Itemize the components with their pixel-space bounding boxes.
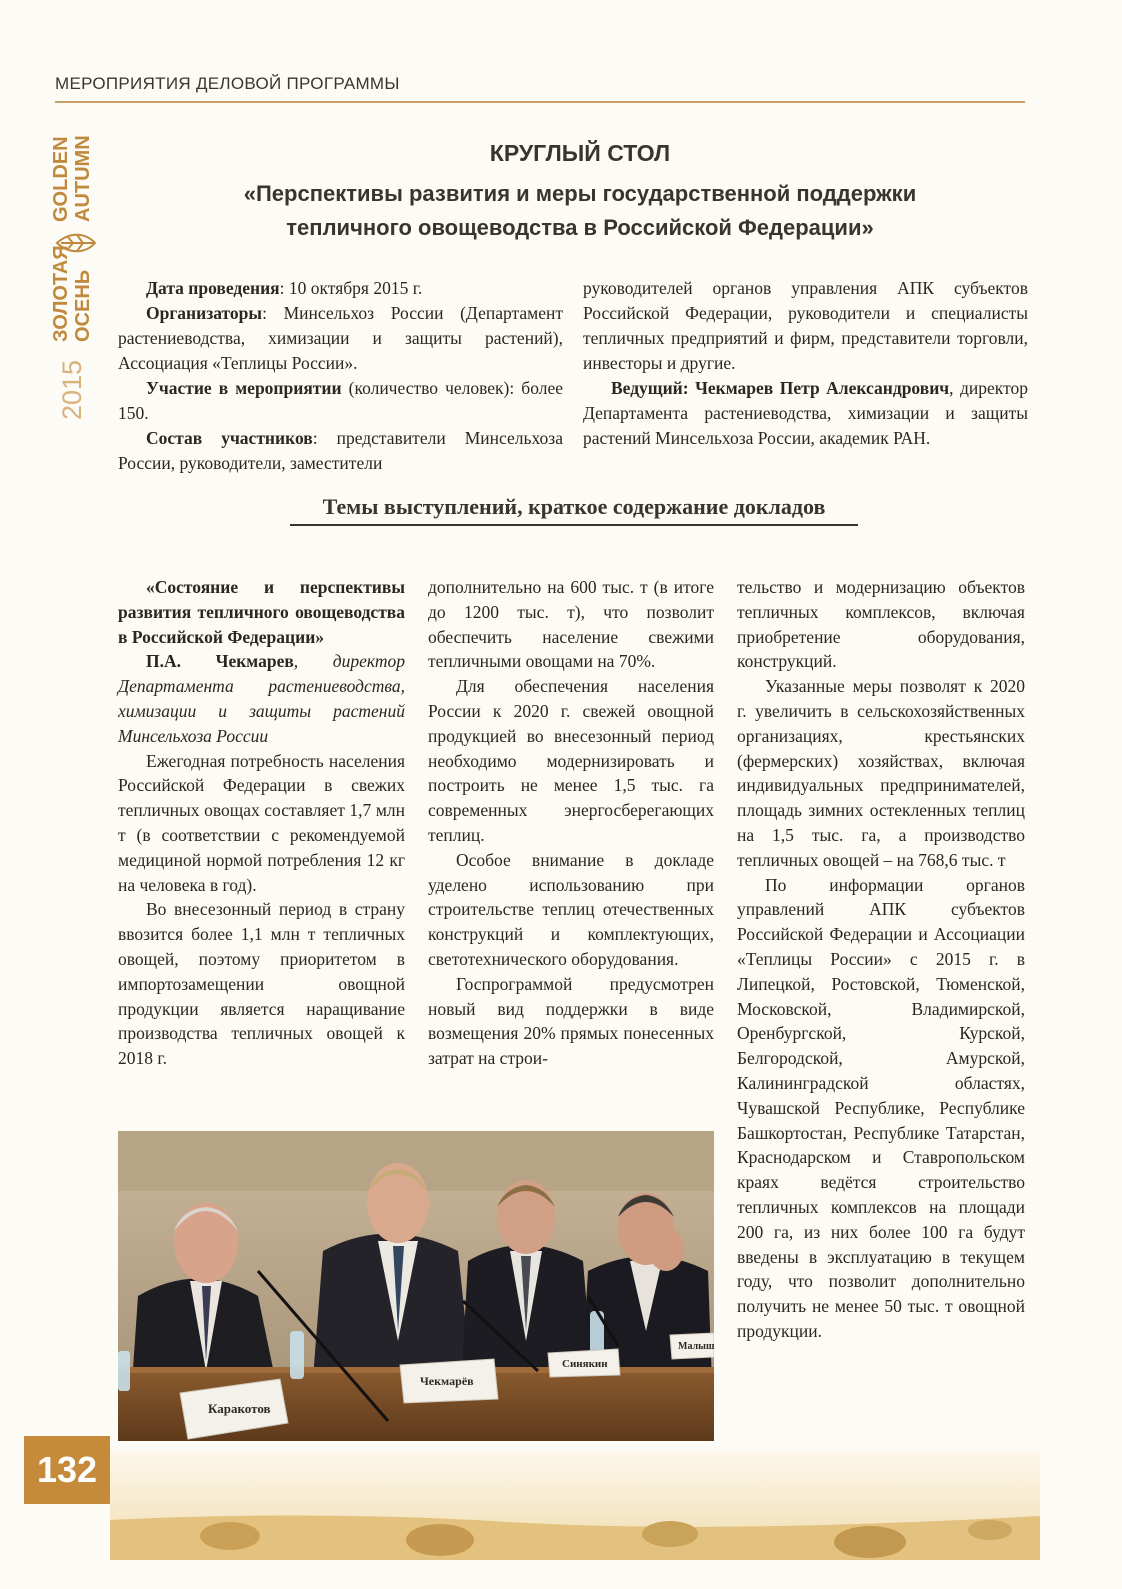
nameplate-text: Синякин bbox=[562, 1358, 608, 1370]
article-paragraph: тельство и модернизацию объектов тепличных комплексов, включая приобретение оборудования, конструкций. bbox=[737, 577, 1025, 672]
intro-left-column bbox=[118, 276, 563, 476]
article-paragraph: Во внесезонный период в страну ввозится более 1,1 млн т тепличных овощей, поэтому приоритетом в импортозамещении овощной продукции является наращивание производства тепличных овощей к 2018 г. bbox=[118, 899, 405, 1069]
article-column-3 bbox=[737, 575, 1025, 1344]
article-paragraph: Особое внимание в докладе уделено использованию при строительстве теплиц отечественных конструкций и комплектующих, светотехнического оборудования. bbox=[428, 849, 714, 969]
page-number-badge: 132 bbox=[24, 1436, 110, 1504]
date-label: Дата проведения bbox=[146, 278, 280, 298]
nameplate-text: Каракотов bbox=[208, 1401, 271, 1416]
date-value: : 10 октября 2015 г. bbox=[279, 278, 423, 298]
logo-en-line1: GOLDEN bbox=[50, 136, 72, 222]
composition-label: Состав участников bbox=[146, 428, 313, 448]
host-paragraph bbox=[583, 376, 1028, 451]
article-paragraph: По информации органов управлений АПК субъектов Российской Федерации и Ассоциации «Теплицы России» с 2015 г. в Липецкой, Ростовской, Тюменской, Московской, Владимирской, Оренбургской, Курской, Белгородской, Амурской, Калининградской областях, Чувашской Республике, Республике Башкортостан, Республике Татарстан, Краснодарском и Ставропольском краях ведётся строительство тепличных комплексов на площади 200 га, из них более 100 га будут введены в эксплуатацию в текущем году, что позволит дополнительно получить не менее 50 тыс. т овощной продукции. bbox=[737, 874, 1025, 1341]
participation-label: Участие в мероприятии bbox=[146, 378, 342, 398]
header-rule bbox=[55, 101, 1025, 103]
topics-heading: Темы выступлений, краткое содержание докладов bbox=[290, 494, 858, 526]
nameplate bbox=[670, 1333, 714, 1359]
title-line2: тепличного овощеводства в Российской Федерации» bbox=[286, 215, 874, 240]
organizers-label: Организаторы bbox=[146, 303, 263, 323]
article-paragraph: дополнительно на 600 тыс. т (в итоге до 1200 тыс. т), что позволит обеспечить население свежими тепличными овощами на 70%. bbox=[428, 577, 714, 672]
article-column-1 bbox=[118, 575, 405, 1071]
sidebar-logo bbox=[45, 120, 107, 420]
composition-continued: руководителей органов управления АПК субъектов Российской Федерации, руководители и специалисты тепличных предприятий и фирм, представители торговли, инвесторы и другие. bbox=[583, 278, 1028, 373]
logo-ru-line2: ОСЕНЬ bbox=[72, 269, 94, 342]
wheat-leaf-icon bbox=[55, 228, 97, 258]
composition-paragraph bbox=[118, 426, 563, 476]
logo-year: 2015 bbox=[57, 359, 87, 420]
footer-field-decoration bbox=[110, 1450, 1040, 1560]
organizers-paragraph bbox=[118, 301, 563, 376]
host-value: , директор Департамента растениеводства, химизации и защиты растений Минсельхоза России, академик РАН. bbox=[583, 378, 1028, 448]
logo-text-group bbox=[45, 120, 107, 420]
date-paragraph bbox=[118, 276, 563, 301]
intro-right-column bbox=[583, 276, 1028, 451]
logo-en-line2: AUTUMN bbox=[72, 135, 94, 222]
article-paragraph: Ежегодная потребность населения Российской Федерации в свежих тепличных овощах составляет 1,7 млн т (в соответствии с рекомендуемой медициной нормой потребления 12 кг на человека в год). bbox=[118, 750, 405, 895]
article-paragraph: Госпрограммой предусмотрен новый вид поддержки в виде возмещения 20% прямых понесенных затрат на строи- bbox=[428, 973, 714, 1069]
composition-value: : представители Минсельхоза России, руководители, заместители bbox=[118, 428, 563, 473]
article-paragraph: Указанные меры позволят к 2020 г. увеличить в сельскохозяйственных организациях, крестьянских (фермерских) хозяйствах, включая индивидуальных предпринимателей, площадь зимних остекленных теплиц на 1,5 тыс. га, а производство тепличных овощей – на 768,6 тыс. т bbox=[737, 676, 1025, 870]
report-title-text: «Состояние и перспективы развития тепличного овощеводства в Российской Федерации» bbox=[118, 577, 405, 647]
article-paragraph: Для обеспечения населения России к 2020 г. свежей овощной продукцией во внесезонный период необходимо модернизировать и построить не менее 1,5 тыс. га современных энергосберегающих теплиц. bbox=[428, 676, 714, 845]
nameplate-text: Малыш bbox=[678, 1341, 714, 1352]
speaker-role: , директор Департамента растениеводства, химизации и защиты растений Минсельхоза России bbox=[118, 651, 405, 746]
nameplate bbox=[548, 1349, 620, 1377]
photo-illustration bbox=[118, 1131, 714, 1441]
report-title bbox=[118, 575, 405, 649]
section-label: МЕРОПРИЯТИЯ ДЕЛОВОЙ ПРОГРАММЫ bbox=[55, 74, 400, 93]
host-label: Ведущий: Чекмарев Петр Александрович bbox=[611, 378, 950, 398]
report-speaker bbox=[118, 649, 405, 748]
participation-value: (количество человек): более 150. bbox=[118, 378, 563, 423]
logo-ru-line1: ЗОЛОТАЯ bbox=[50, 245, 72, 342]
title-main: КРУГЛЫЙ СТОЛ bbox=[489, 140, 671, 166]
speaker-name: П.А. Чекмарев bbox=[146, 651, 294, 672]
nameplate bbox=[400, 1359, 498, 1403]
roundtable-photo bbox=[118, 1131, 714, 1441]
title-line1: «Перспективы развития и меры государственной поддержки bbox=[243, 181, 917, 206]
title-block bbox=[150, 140, 1010, 245]
article-column-2 bbox=[428, 575, 714, 1071]
participation-paragraph bbox=[118, 376, 563, 426]
nameplate-text: Чекмарёв bbox=[420, 1374, 474, 1388]
organizers-value: : Минсельхоз России (Департамент растениеводства, химизации и защиты растений), Ассоциация «Теплицы России». bbox=[118, 303, 563, 373]
